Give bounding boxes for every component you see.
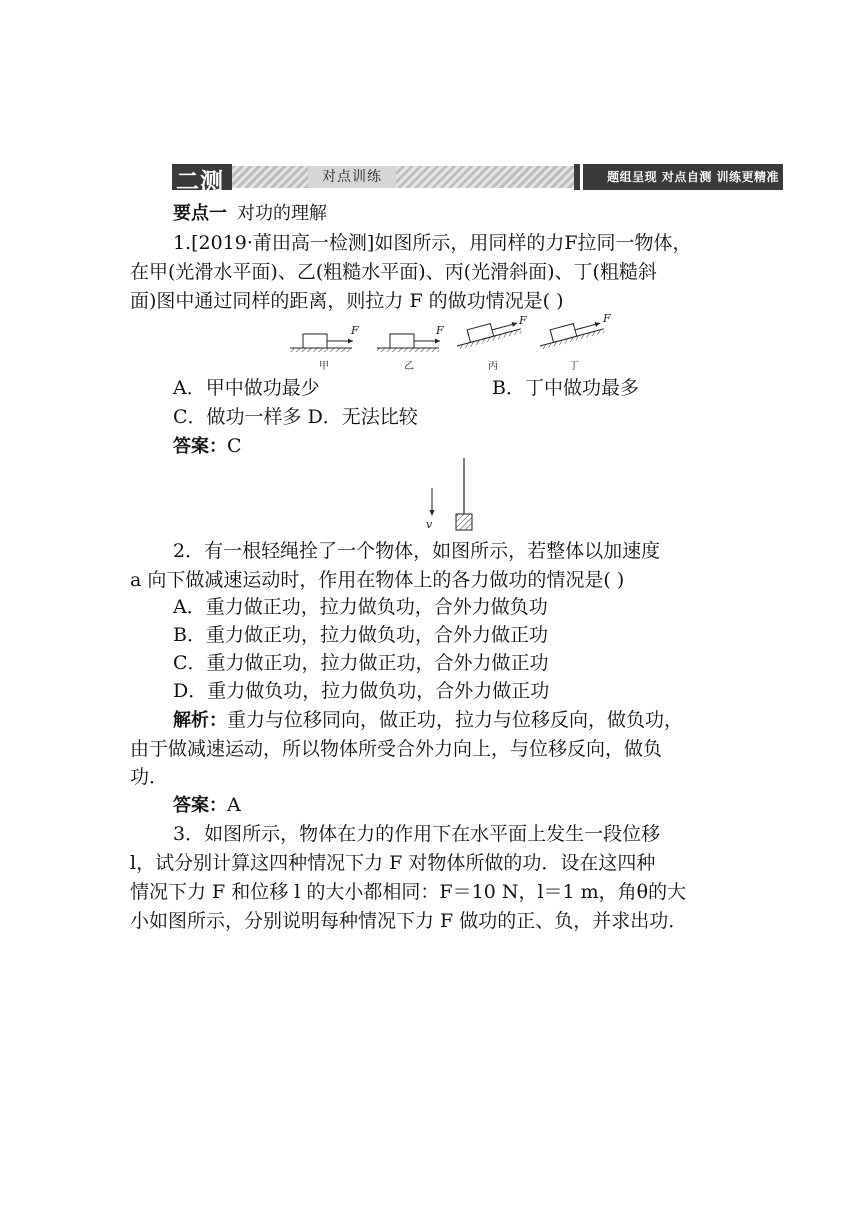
q2-figure	[418, 458, 482, 534]
q3-line-1: 3．如图所示，物体在力的作用下在水平面上发生一段位移	[173, 823, 661, 845]
q3-line-2: l，试分别计算这四种情况下力 F 对物体所做的功．设在这四种	[130, 852, 656, 874]
q2-option-b: B．重力做正功，拉力做负功，合外力做正功	[173, 624, 548, 646]
q2-option-a: A．重力做正功，拉力做负功，合外力做负功	[173, 596, 548, 618]
analysis-text-1: 重力与位移同向，做正功，拉力与位移反向，做负功，	[227, 709, 684, 731]
force-label: F	[436, 324, 444, 337]
section-heading	[173, 199, 773, 228]
figure-bing	[454, 316, 522, 350]
q1-line-1: 1.[2019·莆田高一检测]如图所示，用同样的力F拉同一物体，	[173, 232, 692, 254]
q1-option-cd: C．做功一样多 D．无法比较	[173, 406, 418, 428]
q1-option-b: B．丁中做功最多	[492, 377, 639, 399]
q1-line-3: 面)图中通过同样的距离，则拉力 F 的做功情况是( )	[130, 290, 564, 312]
answer-label: 答案：	[173, 436, 227, 457]
q3-line-4: 小如图所示，分别说明每种情况下力 F 做功的正、负，并求出功．	[130, 910, 688, 932]
answer-value: C	[227, 435, 242, 457]
banner-left-block	[172, 164, 232, 195]
q2-analysis-line-3: 功．	[130, 766, 169, 788]
figure-label-jia: 甲	[319, 361, 329, 372]
banner-left-label: 二测	[176, 169, 224, 195]
q1-answer	[173, 432, 773, 461]
figure-jia	[290, 324, 359, 372]
q2-analysis-line-2: 由于做减速运动，所以物体所受合外力向上，与位移反向，做负	[130, 738, 663, 760]
q2-line-1: 2．有一根轻绳拴了一个物体，如图所示，若整体以加速度	[173, 540, 661, 562]
section-title: 对功的理解	[237, 203, 327, 224]
force-label: F	[519, 314, 527, 327]
q1-option-a: A．甲中做功最少	[173, 377, 320, 399]
q2-option-c: C．重力做正功，拉力做正功，合外力做正功	[173, 652, 549, 674]
q2-analysis-line-1	[173, 706, 730, 735]
q2-answer	[173, 791, 773, 820]
q3-line-3: 情况下力 F 和位移 l 的大小都相同：F＝10 N，l＝1 m，角θ的大	[130, 881, 687, 903]
figure-label-ding: 丁	[569, 361, 579, 372]
answer-label: 答案：	[173, 795, 227, 816]
banner-middle-label: 对点训练	[308, 166, 396, 188]
answer-value: A	[227, 794, 241, 816]
q1-figure	[285, 312, 620, 376]
force-label: F	[603, 312, 611, 325]
q2-line-2: a 向下做减速运动时，作用在物体上的各力做功的情况是( )	[130, 569, 625, 591]
figure-label-yi: 乙	[404, 361, 414, 372]
section-label: 要点一	[173, 203, 227, 224]
q2-option-d: D．重力做负功，拉力做负功，合外力做正功	[173, 680, 550, 702]
velocity-label: v	[426, 518, 433, 531]
section-banner	[172, 164, 780, 195]
figure-label-bing: 丙	[488, 361, 498, 372]
q1-line-2: 在甲(光滑水平面)、乙(粗糙水平面)、丙(光滑斜面)、丁(粗糙斜	[130, 261, 657, 283]
figure-yi	[377, 324, 444, 372]
banner-right-label: 题组呈现 对点自测 训练更精准	[607, 170, 779, 184]
force-label: F	[351, 324, 359, 337]
banner-right-block	[580, 164, 783, 190]
figure-ding	[537, 316, 605, 350]
analysis-label: 解析：	[173, 710, 227, 731]
